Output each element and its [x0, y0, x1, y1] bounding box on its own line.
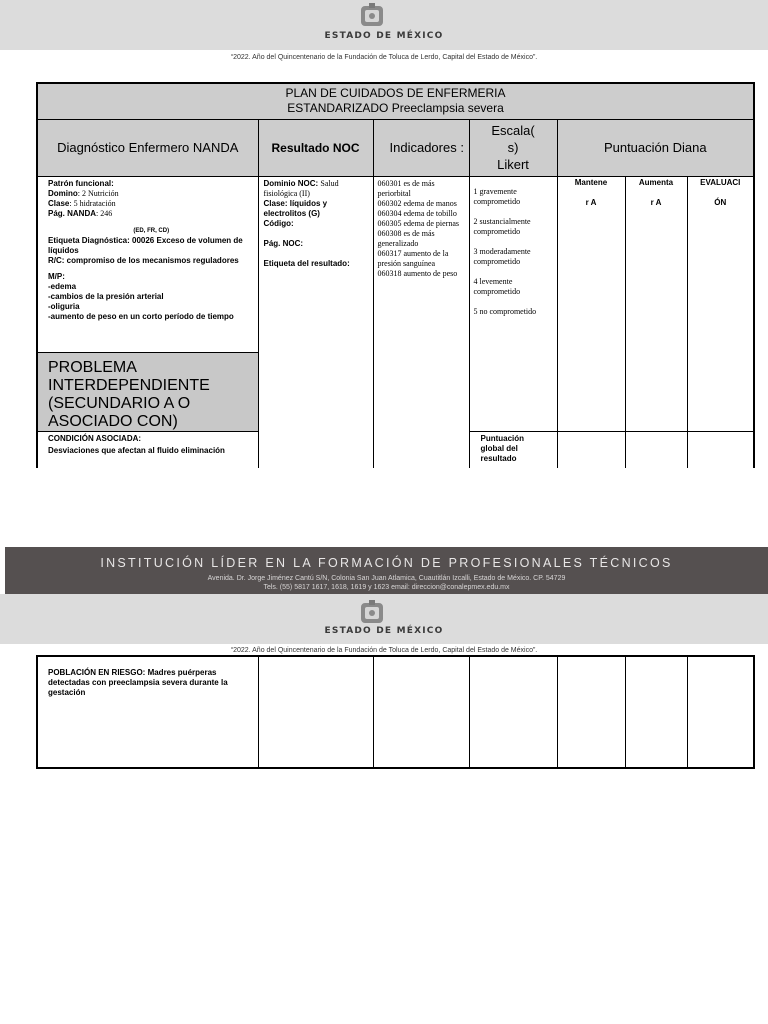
state-seal-icon: [358, 599, 386, 626]
indicator-item: 060317 aumento de la presión sanguínea: [377, 248, 449, 268]
care-plan-table: [36, 82, 755, 468]
noc-pagina: Pág. NOC:: [263, 238, 304, 248]
poblacion-en-riesgo-cell: POBLACIÓN EN RIESGO: Madres puérperas detectadas con preeclampsia severa durante la gestación: [37, 656, 258, 768]
noc-result-cell: Dominio NOC: Salud fisiológica (II) Clase: líquidos y electrolitos (G) Código: Pág. NOC: Etiqueta del resultado:: [258, 176, 373, 468]
likert-scale-cell: [469, 176, 557, 431]
manifestado-por-label: M/P:: [48, 271, 65, 281]
diana-aumentar-cell: Aumenta r A: [625, 176, 687, 431]
diana-evaluacion-cell: EVALUACI ÓN: [687, 176, 754, 431]
noc-etiqueta: Etiqueta del resultado:: [263, 258, 350, 268]
institution-slogan: INSTITUCIÓN LÍDER EN LA FORMACIÓN DE PROFESIONALES TÉCNICOS: [100, 556, 673, 570]
mp-item: -aumento de peso en un corto período de tiempo: [48, 311, 234, 321]
likert-item: 3 moderadamente comprometido: [473, 246, 531, 266]
column-header-puntuacion-diana: Puntuación Diana: [557, 119, 754, 176]
institution-footer-banner: [5, 547, 768, 594]
mp-item: -edema: [48, 281, 77, 291]
estado-de-mexico-label: ESTADO DE MÉXICO: [324, 626, 444, 636]
year-dedication-line: “2022. Año del Quincentenario de la Fundación de Toluca de Lerdo, Capital del Estado de México”.: [230, 647, 538, 654]
likert-item: 4 levemente comprometido: [473, 276, 521, 296]
indicator-item: 060308 es de más generalizado: [377, 228, 435, 248]
indicadores-cell: [373, 176, 469, 468]
empty-cell: [625, 431, 687, 468]
empty-cell: [625, 656, 687, 768]
indicator-item: 060302 edema de manos: [377, 198, 457, 208]
column-header-noc: Resultado NOC: [258, 119, 373, 176]
likert-item: 5 no comprometido: [473, 306, 537, 316]
government-header-top: [0, 0, 768, 50]
mp-item: -cambios de la presión arterial: [48, 291, 164, 301]
institution-phones: Tels. (55) 5817 1617, 1618, 1619 y 1623 email: direccion@conalepmex.edu.mx: [263, 584, 510, 591]
column-header-escala: Escala( s) Likert: [469, 119, 557, 176]
state-seal-icon: [358, 2, 386, 29]
column-header-nanda: Diagnóstico Enfermero NANDA: [37, 119, 258, 176]
year-dedication-line: “2022. Año del Quincentenario de la Fundación de Toluca de Lerdo, Capital del Estado de México”.: [230, 54, 538, 61]
puntuacion-global-cell: Puntuación global del resultado: [469, 431, 557, 468]
empty-cell: [557, 431, 625, 468]
estado-de-mexico-label: ESTADO DE MÉXICO: [324, 31, 444, 41]
mp-item: -oliguria: [48, 301, 80, 311]
likert-item: 1 gravemente comprometido: [473, 186, 521, 206]
nanda-diagnosis-cell: Patrón funcional: Domino: 2 Nutrición Clase: 5 hidratación Pág. NANDA: 246 (ED, FR, CD) Etiqueta Diagnóstica: 00026 Exceso de volumen de líquidos R/C: compromiso de los mecanismos reguladores M/P: -edema -cambios de la presión arterial -oliguria -aumento de peso en un corto período de tiempo: [37, 176, 258, 352]
ed-fr-cd-label: (ED, FR, CD): [133, 227, 170, 234]
indicator-item: 060304 edema de tobillo: [377, 208, 457, 218]
institution-address: Avenida. Dr. Jorge Jiménez Cantú S/N, Colonia San Juan Atlamica, Cuautitlán Izcalli, Estado de México. CP. 54729: [207, 575, 566, 582]
empty-cell: [373, 656, 469, 768]
empty-cell: [557, 656, 625, 768]
patron-funcional: Patrón funcional:: [48, 178, 114, 188]
empty-cell: [687, 656, 754, 768]
etiqueta-diagnostica: Etiqueta Diagnóstica: 00026 Exceso de volumen de líquidos: [48, 235, 243, 255]
indicator-item: 060305 edema de piernas: [377, 218, 460, 228]
relacionado-con: R/C: compromiso de los mecanismos reguladores: [48, 255, 239, 265]
column-header-indicadores: Indicadores :: [373, 119, 469, 176]
diana-mantener-cell: Mantene r A: [557, 176, 625, 431]
indicator-item: 060301 es de más periorbital: [377, 178, 435, 198]
care-plan-table-continued: [36, 655, 755, 769]
condicion-asociada-cell: CONDICIÓN ASOCIADA: Desviaciones que afectan al fluido eliminación: [37, 431, 258, 468]
government-header-page-2: [0, 594, 768, 644]
problema-interdependiente-cell: PROBLEMA INTERDEPENDIENTE (SECUNDARIO A O ASOCIADO CON): [37, 352, 258, 431]
empty-cell: [687, 431, 754, 468]
empty-cell: [258, 656, 373, 768]
noc-codigo: Código:: [263, 218, 294, 228]
empty-cell: [469, 656, 557, 768]
noc-clase: Clase: líquidos y electrolitos (G): [263, 198, 328, 218]
plan-title: PLAN DE CUIDADOS DE ENFERMERIA ESTANDARIZADO Preeclampsia severa: [37, 83, 754, 119]
indicator-item: 060318 aumento de peso: [377, 268, 458, 278]
likert-item: 2 sustancialmente comprometido: [473, 216, 531, 236]
